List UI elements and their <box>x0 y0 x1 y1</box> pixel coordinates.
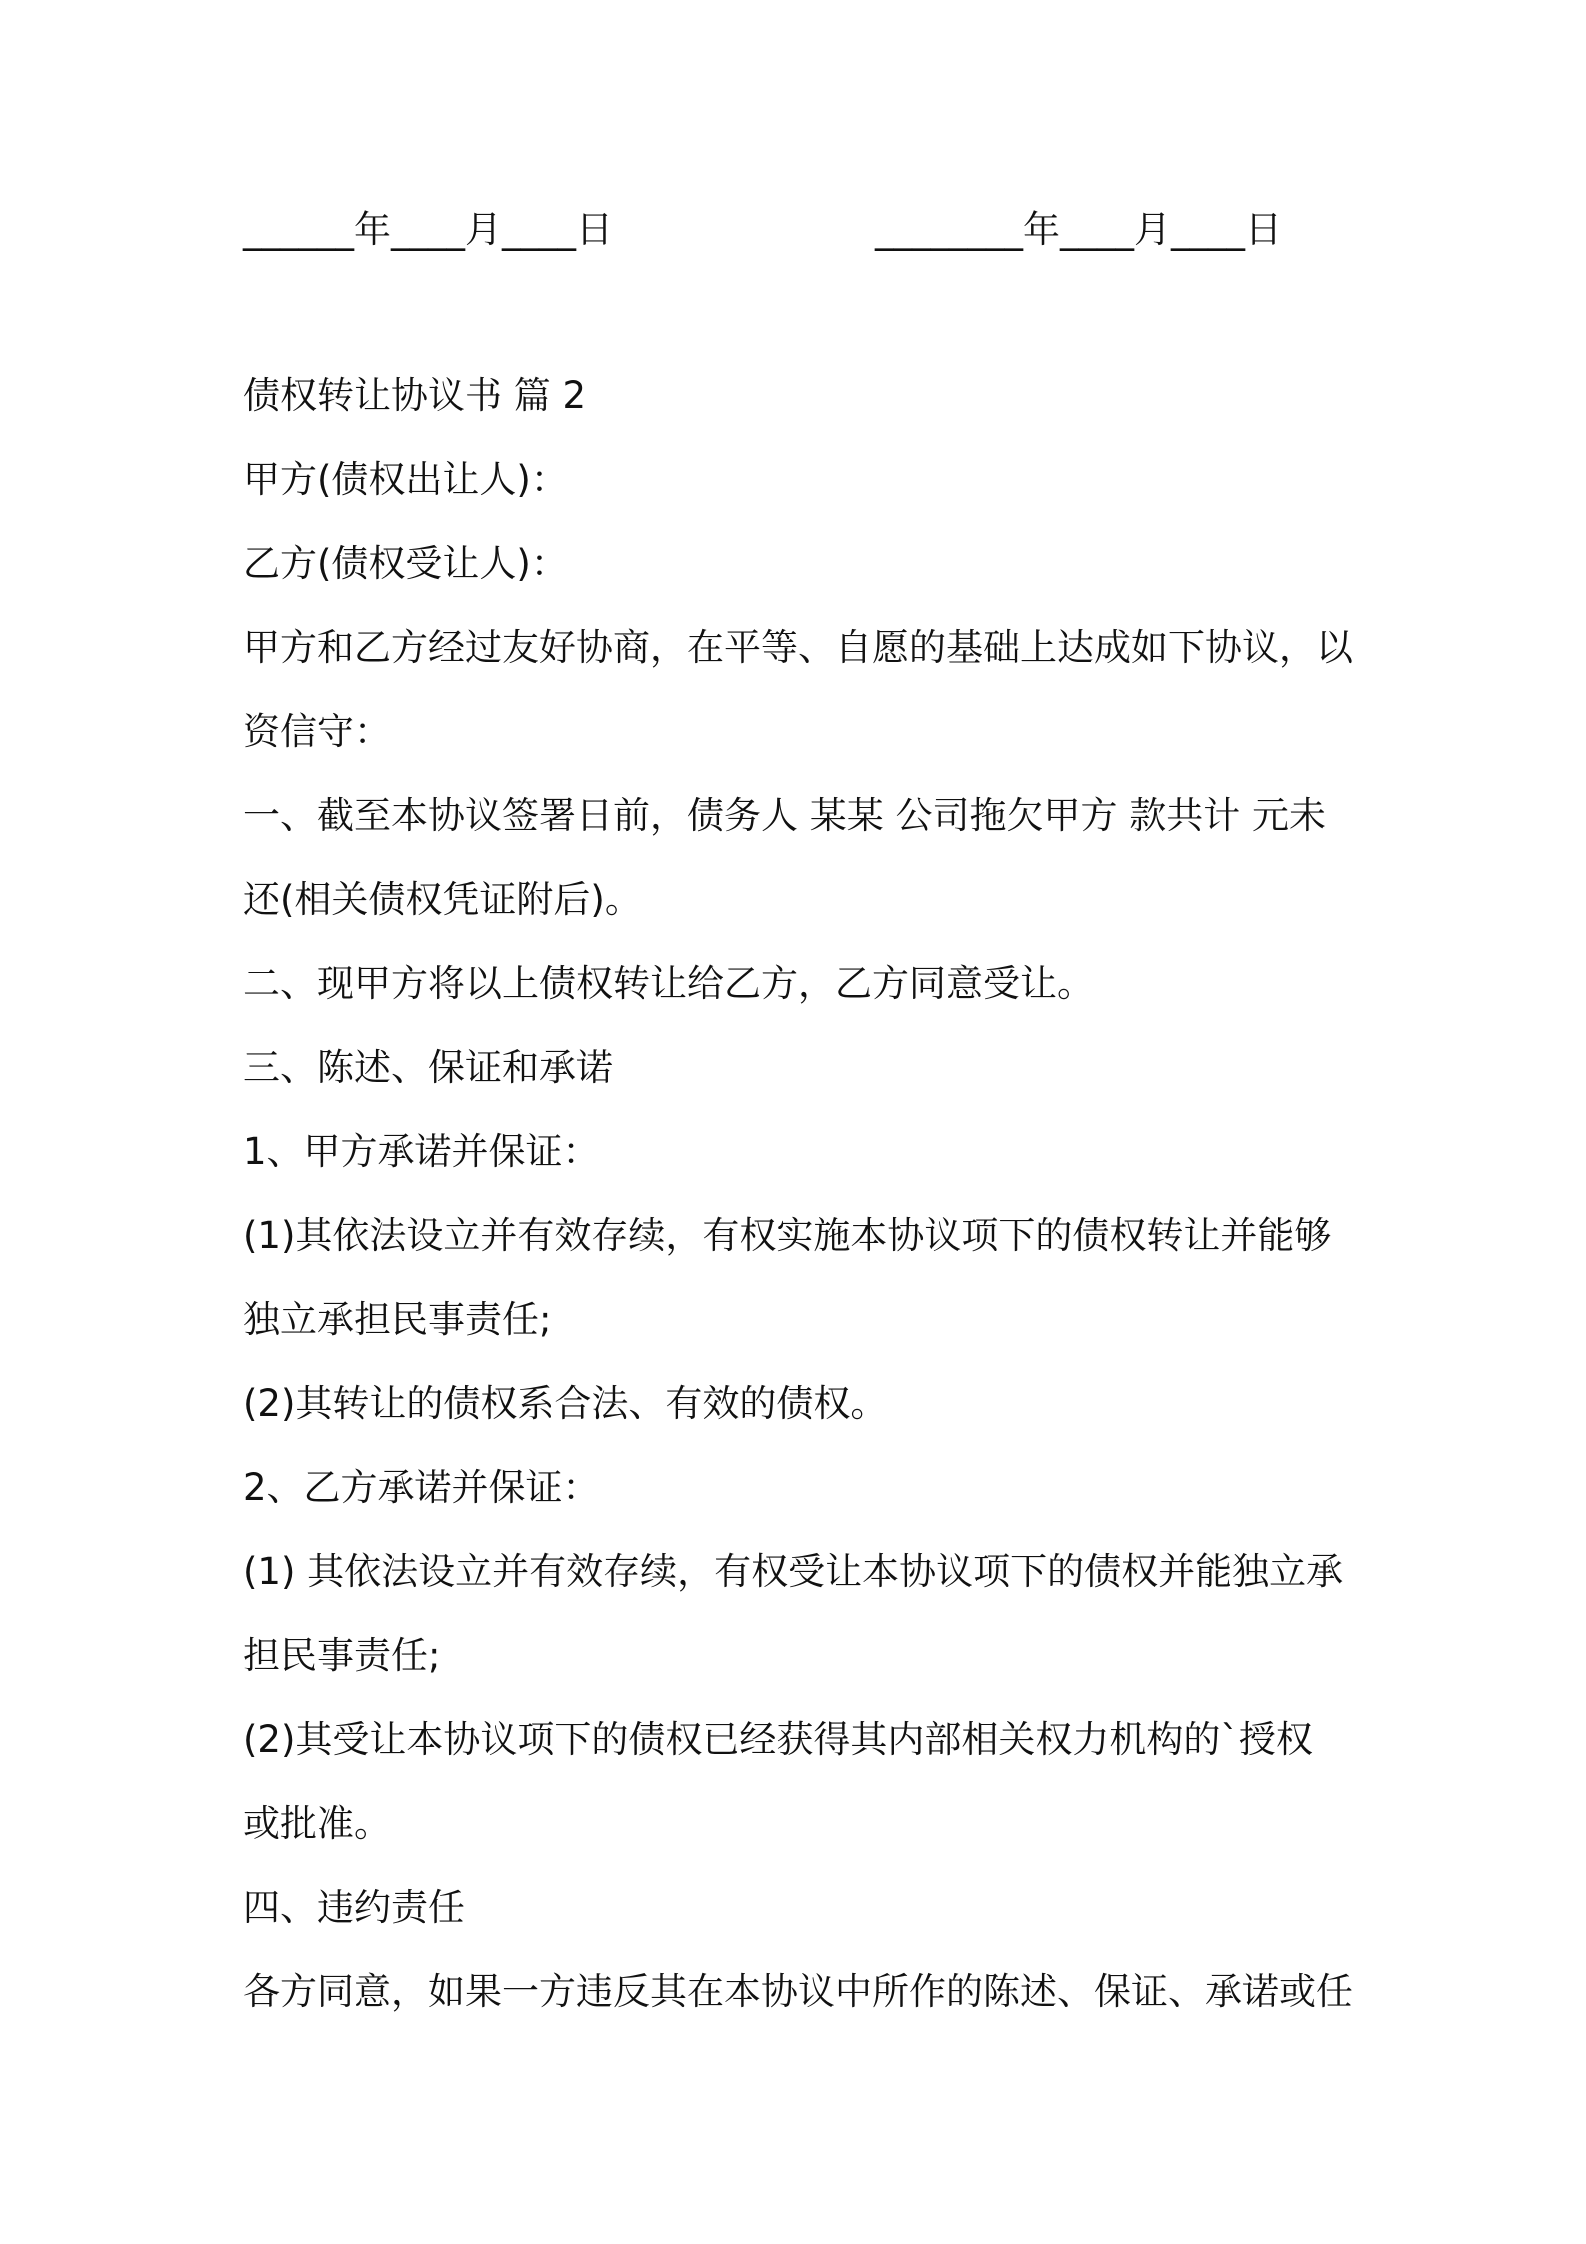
clause-1-line-2: 还(相关债权凭证附后)。 <box>243 878 642 921</box>
item-3-2-2-line-1: (2)其受让本协议项下的债权已经获得其内部相关权力机构的`授权 <box>243 1718 1313 1761</box>
section-4-heading: 四、违约责任 <box>243 1886 465 1929</box>
clause-1-line-1: 一、截至本协议签署日前，债务人 某某 公司拖欠甲方 款共计 元未 <box>243 794 1327 837</box>
item-3-2-1-line-1: (1) 其依法设立并有效存续，有权受让本协议项下的债权并能独立承 <box>243 1550 1344 1593</box>
party-b-line: 乙方(债权受让人)： <box>243 542 568 585</box>
section-4-paragraph-line-1: 各方同意，如果一方违反其在本协议中所作的陈述、保证、承诺或任 <box>243 1970 1353 2013</box>
party-a-line: 甲方(债权出让人)： <box>243 458 568 501</box>
party-b-signature-date: ________年____月____日 <box>875 208 1282 251</box>
preamble-line-1: 甲方和乙方经过友好协商，在平等、自愿的基础上达成如下协议，以 <box>243 626 1353 669</box>
subsection-3-1-heading: 1、甲方承诺并保证： <box>243 1130 600 1173</box>
signature-date-row <box>243 200 1373 260</box>
item-3-2-1-line-2: 担民事责任; <box>243 1634 441 1677</box>
item-3-1-2: (2)其转让的债权系合法、有效的债权。 <box>243 1382 888 1425</box>
party-a-signature-date: ______年____月____日 <box>243 208 613 251</box>
preamble-line-2: 资信守： <box>243 710 391 753</box>
document-title: 债权转让协议书 篇 2 <box>243 374 587 417</box>
item-3-1-1-line-2: 独立承担民事责任; <box>243 1298 552 1341</box>
section-3-heading: 三、陈述、保证和承诺 <box>243 1046 613 1089</box>
clause-2: 二、现甲方将以上债权转让给乙方，乙方同意受让。 <box>243 962 1094 1005</box>
item-3-1-1-line-1: (1)其依法设立并有效存续，有权实施本协议项下的债权转让并能够 <box>243 1214 1332 1257</box>
item-3-2-2-line-2: 或批准。 <box>243 1802 391 1845</box>
subsection-3-2-heading: 2、乙方承诺并保证： <box>243 1466 600 1509</box>
